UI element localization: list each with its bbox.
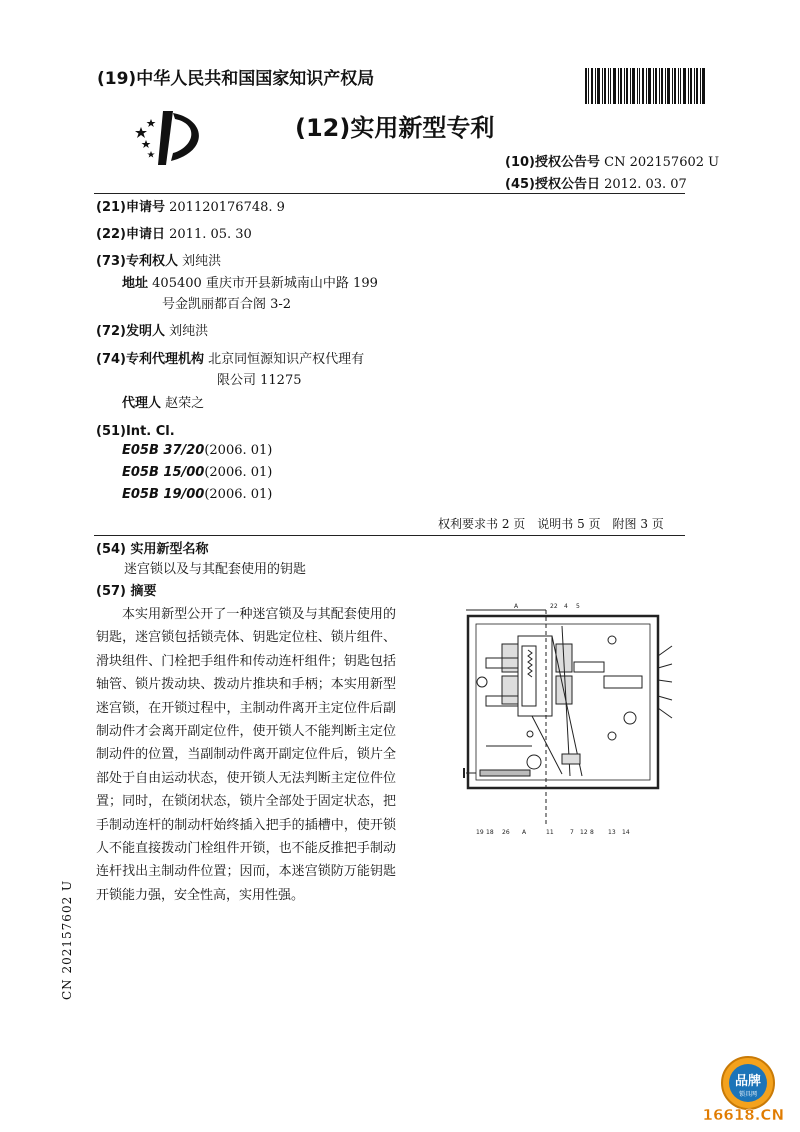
address-label: 地址 [122,276,149,291]
drawing-label: 14 [622,829,630,836]
publication-date [505,173,687,192]
address [122,275,378,293]
patent-type: (12)实用新型专利 [295,114,495,142]
ipc-entry [122,465,272,480]
ipc-code: E05B 19/00 [122,487,205,502]
abstract-text: 本实用新型公开了一种迷宫锁及与其配套使用的钥匙，迷宫锁包括锁壳体、钥匙定位柱、锁片组件、滑块组件、门栓把手组件和传动连杆组件；钥匙包括轴管、锁片拨动块、拨动片推块和手柄；本实用新型迷宫锁，在开锁过程中，主制动件离开主定位件后副制动件才会离开副定位件，使开锁人不能判断主定位制动件的位置，当副制动件离开副定位件后，锁片全部处于自由运动状态，使开锁人无法判断主定位件位置；同时，在锁闭状态，锁片全部处于固定状态，把手制动连杆的制动杆始终插入把手的插槽中，使开锁人不能直接拨动门栓组件开锁，也不能反推把手制动连杆找出主制动件位置；因而，本迷宫锁防万能钥匙开锁能力强，安全性高，实用性强。 [96,607,396,903]
publication-number [505,151,719,170]
patent-agency [96,351,364,369]
agent-label: 代理人 [122,396,162,411]
drawing-label: 7 [570,829,574,836]
ipc-code: E05B 37/20 [122,443,205,458]
patentee [96,253,221,271]
patent-agency-line-1: 北京同恒源知识产权代理有 [208,352,365,367]
watermark-sub-text: 锁具网 [738,1091,758,1098]
application-date [96,226,252,244]
application-date-label: (22)申请日 [96,227,165,242]
agent [122,395,204,413]
patent-agency-label: (74)专利代理机构 [96,352,204,367]
ipc-version: (2006. 01) [204,487,273,502]
publication-date-value: 2012. 03. 07 [604,177,687,192]
publication-number-label: (10)授权公告号 [505,155,600,170]
inventor-value: 刘纯洪 [169,324,209,339]
agent-value: 赵荣之 [165,396,205,411]
drawing-label: 12 [580,829,588,836]
address-line-1: 405400 重庆市开县新城南山中路 199 [152,276,378,291]
watermark-badge-text: 品牌 [734,1074,762,1089]
drawing-label: 22 [550,603,558,610]
ipc-version: (2006. 01) [204,443,273,458]
application-date-value: 2011. 05. 30 [169,227,252,242]
drawing-label: 11 [546,829,554,836]
drawing-label: 26 [502,829,510,836]
sipo-emblem-icon [133,107,207,167]
application-number-label: (21)申请号 [96,200,165,215]
drawing-label: 18 [486,829,494,836]
barcode [585,68,705,104]
drawing-label: 4 [564,603,568,610]
ipc-entry [122,487,272,502]
pages-summary: 权利要求书 2 页 说明书 5 页 附图 3 页 [438,517,664,531]
watermark-site-text: 16618.CN [702,1106,784,1124]
ipc-code: E05B 15/00 [122,465,205,480]
section-rule [94,535,685,536]
inventor-label: (72)发明人 [96,324,165,339]
drawing-label: A [514,603,519,610]
patentee-label: (73)专利权人 [96,254,178,269]
drawing-label: 13 [608,829,616,836]
ipc-entry [122,443,272,458]
title-label: (54) 实用新型名称 [96,542,209,557]
ipc-version: (2006. 01) [204,465,273,480]
drawing-label: 5 [576,603,580,610]
drawing-label: A [522,829,527,836]
lock-drawing [462,596,684,838]
application-number [96,199,285,217]
ipc-label: (51)Int. Cl. [96,424,175,439]
brand-watermark-icon [668,1053,786,1125]
header-rule [94,193,685,194]
drawing-label: 19 [476,829,484,836]
office-name: (19)中华人民共和国国家知识产权局 [97,69,375,89]
publication-number-value: CN 202157602 U [604,155,720,170]
application-number-value: 201120176748. 9 [169,200,285,215]
drawing-label: 8 [590,829,594,836]
patent-agency-line-2: 限公司 11275 [217,373,302,388]
publication-date-label: (45)授权公告日 [505,177,600,192]
address-line-2: 号金凯丽都百合阁 3-2 [162,297,292,312]
utility-model-title: 迷宫锁以及与其配套使用的钥匙 [124,562,307,577]
abstract-label: (57) 摘要 [96,584,157,599]
inventor [96,323,208,341]
side-publication-code: CN 202157602 U [60,879,74,1000]
patentee-value: 刘纯洪 [182,254,222,269]
